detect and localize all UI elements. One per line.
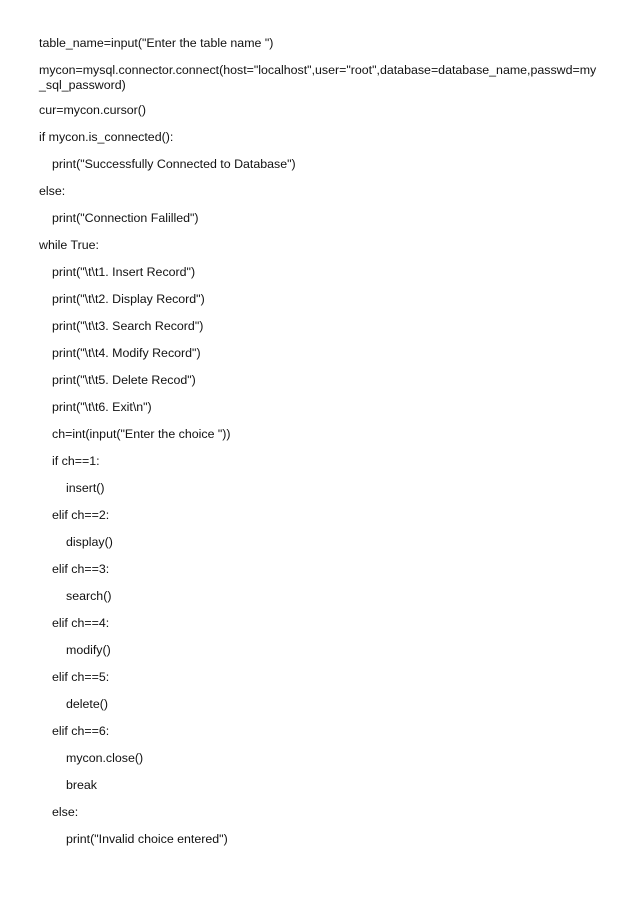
code-line: print("\t\t5. Delete Recod") [52,373,196,387]
code-line: display() [66,535,113,549]
code-line: ch=int(input("Enter the choice ")) [52,427,231,441]
code-listing [39,36,601,859]
code-line: elif ch==6: [52,724,110,738]
code-line: print("Successfully Connected to Database") [52,157,296,171]
code-line: while True: [39,238,99,252]
code-line: print("Connection Falilled") [52,211,199,225]
code-line: elif ch==2: [52,508,110,522]
code-line: print("\t\t1. Insert Record") [52,265,196,279]
code-line: search() [66,589,112,603]
code-line: insert() [66,481,105,495]
code-line: print("\t\t4. Modify Record") [52,346,201,360]
code-line: if ch==1: [52,454,100,468]
code-line: break [66,778,97,792]
code-line: print("\t\t2. Display Record") [52,292,205,306]
code-line: else: [39,184,66,198]
code-line: modify() [66,643,111,657]
code-line: if mycon.is_connected(): [39,130,174,144]
code-line: print("Invalid choice entered") [66,832,228,846]
code-line: elif ch==3: [52,562,110,576]
code-line: delete() [66,697,109,711]
code-line: elif ch==4: [52,616,110,630]
code-line: cur=mycon.cursor() [39,103,147,117]
code-line: print("\t\t3. Search Record") [52,319,204,333]
code-line: mycon=mysql.connector.connect(host="localhost",user="root",database=database_name,passwd=my_sql_password) [39,63,597,92]
code-line: mycon.close() [66,751,144,765]
code-line: elif ch==5: [52,670,110,684]
code-line: print("\t\t6. Exit\n") [52,400,152,414]
code-line: table_name=input("Enter the table name ") [39,36,274,50]
code-line: else: [52,805,79,819]
